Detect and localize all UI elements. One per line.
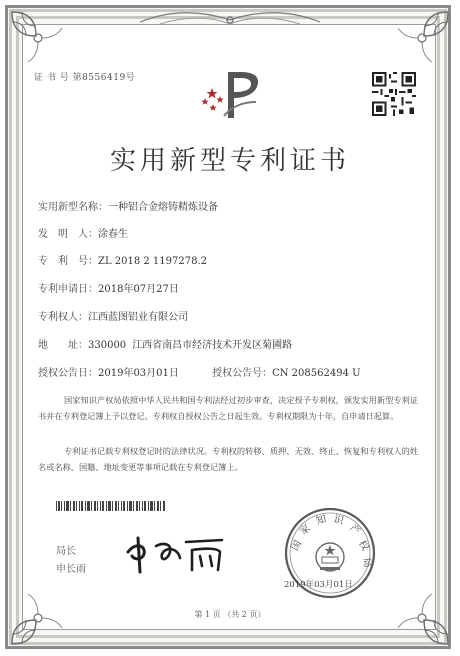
legal-status-paragraph: 专利证书记载专利权登记时的法律状况。专利权的转移、质押、无效、终止、恢复和专利权人的姓名或名称、国籍、地址变更等事项记载在专利登记簿上。 [38,446,418,472]
grant-row [38,364,361,379]
signer-name: 申长雨 [56,564,86,575]
utility-name-value: 一种铝合金熔铸精炼设备 [108,202,218,213]
patentee-label: 专利权人： [38,312,88,323]
patent-number-value: ZL 2018 2 1197278.2 [98,256,208,267]
svg-text:产: 产 [347,522,362,538]
address-postcode: 330000 [88,340,127,351]
patent-office-logo-icon [198,68,268,124]
patent-number-row [38,252,207,267]
utility-name-row [38,198,218,213]
address-value: 江西省南昌市经济技术开发区菊圃路 [132,340,293,351]
patentee-row [38,308,188,323]
svg-text:局: 局 [360,556,373,569]
top-scroll-ornament-icon [130,8,330,30]
patentee-value: 江西蓝图铝业有限公司 [88,312,188,323]
inventor-label: 发 明 人： [38,229,98,240]
qr-code-icon [372,72,416,116]
svg-text:权: 权 [355,538,371,553]
seal-date: 2019年03月01日 [284,580,353,590]
publication-number-value: CN 208562494 U [272,368,361,379]
svg-text:识: 识 [332,513,345,528]
utility-name-label: 实用新型名称： [38,202,108,213]
inventor-value: 涂春生 [98,229,128,240]
inventor-row [38,225,128,240]
corner-ornament-icon [394,8,452,66]
grant-date-value: 2019年03月01日 [98,368,179,379]
page-number: 第 1 页 （共 2 页） [194,610,266,619]
filing-date-value: 2018年07月27日 [98,284,179,295]
signer-title: 局长 [56,546,76,557]
corner-ornament-icon [8,8,66,66]
grant-statement-paragraph: 国家知识产权局依照中华人民共和国专利法经过初步审查，决定授予专利权，颁发实用新型专利证书并在专利登记簿上予以登记。专利权自授权公告之日起生效。专利权期限为十年，自申请日起算。 [38,395,418,421]
certificate-title: 实用新型专利证书 [109,146,350,176]
certificate-number: 证 书 号 第8556419号 [34,73,136,83]
svg-text:知: 知 [315,513,328,528]
patent-number-label: 专 利 号： [38,256,98,267]
filing-date-row [38,280,179,295]
address-label: 地 址： [38,340,88,351]
handwritten-signature [122,532,234,576]
svg-text:国: 国 [289,538,305,553]
filing-date-label: 专利申请日： [38,284,98,295]
barcode-icon [56,501,166,511]
address-row [38,336,292,351]
publication-number-label: 授权公告号： [212,368,273,379]
svg-text:家: 家 [298,522,313,538]
grant-date-label: 授权公告日： [38,368,98,379]
